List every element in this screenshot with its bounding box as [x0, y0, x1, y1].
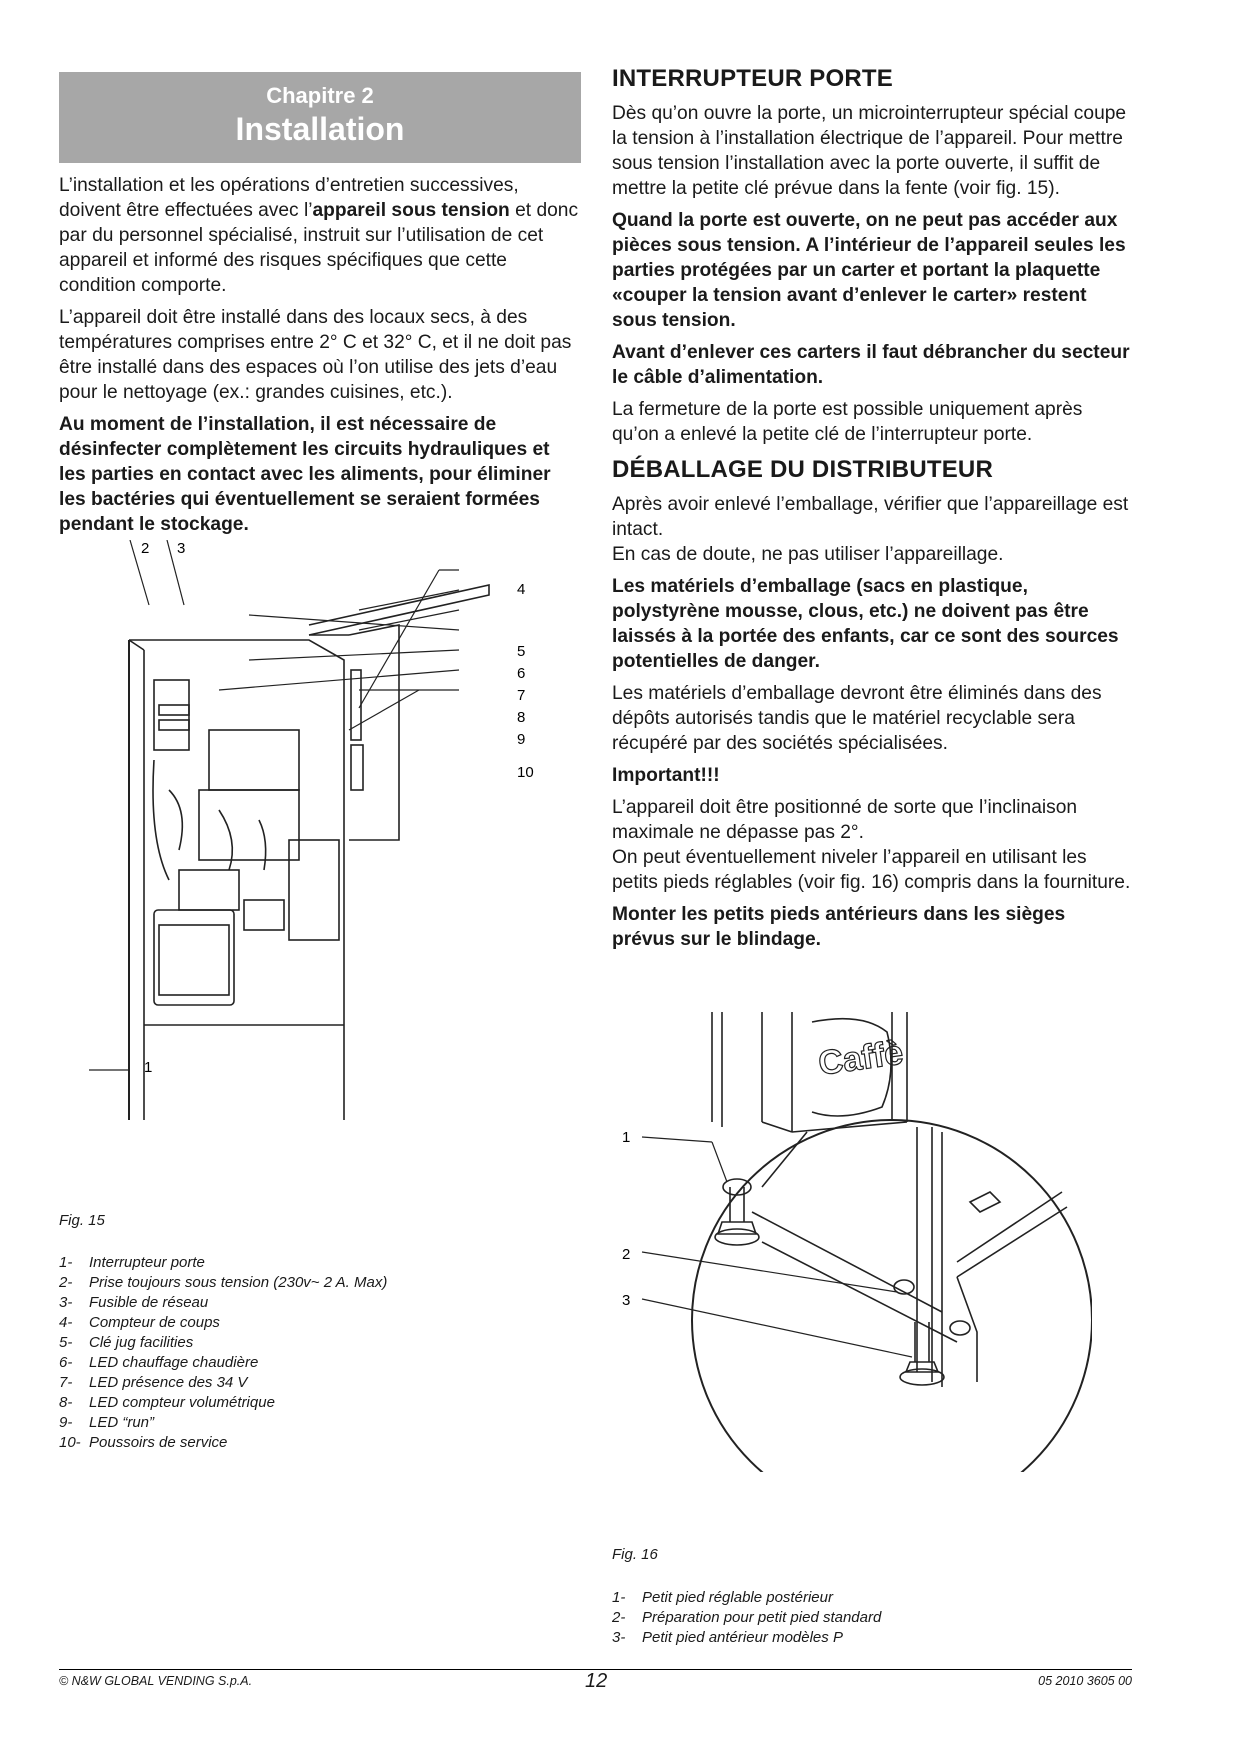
fig15-legend [59, 1253, 387, 1453]
section-heading-deballage: DÉBALLAGE DU DISTRIBUTEUR [612, 456, 993, 483]
door-warning-paragraph: Quand la porte est ouverte, on ne peut pas accéder aux pièces sous tension. A l’intérieur de l’appareil seules les parties protégées par un carter et portant la plaquette «couper la tension avant d’enlever le carter» restent sous tension. [612, 210, 1126, 331]
fig15-callout-5: 5 [517, 643, 526, 660]
disinfect-paragraph: Au moment de l’installation, il est nécessaire de désinfecter complètement les circuits hydrauliques et les parties en contact avec les aliments, pour éliminer les bactéries qui éventuellement se seraient formées pendant le stockage. [59, 414, 551, 535]
legend-item: 10- Poussoirs de service [59, 1434, 228, 1451]
legend-item: 3- Fusible de réseau [59, 1294, 209, 1311]
fig15-caption: Fig. 15 [59, 1212, 105, 1229]
right-column [612, 64, 1132, 959]
fig16-caption: Fig. 16 [612, 1546, 658, 1563]
fig15-callout-2: 2 [141, 540, 150, 557]
legend-item: 9- LED “run” [59, 1414, 155, 1431]
chapter-banner [59, 72, 581, 163]
disposal-paragraph: Les matériels d’emballage devront être éliminés dans des dépôts autorisés tandis que le matériel recyclable sera récupéré par des sociétés spécialisées. [612, 683, 1102, 754]
fig16-callout-3: 3 [622, 1292, 631, 1309]
fig15-drawing [59, 540, 559, 1120]
intro-text-bold: appareil sous tension [312, 200, 510, 221]
location-paragraph: L’appareil doit être installé dans des locaux secs, à des températures comprises entre 2° C et 32° C, et il ne doit pas être installé dans des espaces où l’on utilise des jets d’eau pour le nettoyage (ex.: grandes cuisines, etc.). [59, 307, 572, 403]
left-column [59, 173, 581, 544]
chapter-title: Installation [235, 111, 405, 147]
doubt-paragraph: En cas de doute, ne pas utiliser l’appareillage. [612, 544, 1004, 565]
fig16-legend [612, 1588, 881, 1648]
legend-item: 3- Petit pied antérieur modèles P [612, 1629, 843, 1646]
packaging-warning-paragraph: Les matériels d’emballage (sacs en plastique, polystyrène mousse, clous, etc.) ne doivent pas être laissés à la portée des enfants, car ce sont des sources potentielles de danger. [612, 576, 1119, 672]
legend-item: 8- LED compteur volumétrique [59, 1394, 275, 1411]
legend-item: 1- Interrupteur porte [59, 1254, 205, 1271]
footer-copyright: © N&W GLOBAL VENDING S.p.A. [59, 1674, 253, 1688]
fig16-callout-1: 1 [622, 1129, 631, 1146]
inclination-paragraph: L’appareil doit être positionné de sorte que l’inclinaison maximale ne dépasse pas 2°. [612, 797, 1078, 843]
fig15-callout-9: 9 [517, 731, 526, 748]
intro-paragraph [59, 173, 581, 298]
level-paragraph: On peut éventuellement niveler l’appareil en utilisant les petits pieds réglables (voir fig. 16) compris dans la fourniture. [612, 847, 1131, 893]
fig15-callout-3: 3 [177, 540, 186, 557]
legend-item: 7- LED présence des 34 V [59, 1374, 248, 1391]
unpack-paragraph: Après avoir enlevé l’emballage, vérifier que l’appareillage est intact. [612, 494, 1129, 540]
fig16-drawing [612, 1012, 1092, 1472]
fig15-callout-1: 1 [144, 1059, 153, 1076]
door-paragraph: Dès qu’on ouvre la porte, un microinterrupteur spécial coupe la tension à l’installation électrique de l’appareil. Pour mettre sous tension l’installation avec la porte ouverte, il suffit de mettre la petite clé prévue dans la fente (voir fig. 15). [612, 103, 1127, 199]
legend-item: 6- LED chauffage chaudière [59, 1354, 259, 1371]
fig15-callout-7: 7 [517, 687, 526, 704]
fig16-callout-2: 2 [622, 1246, 631, 1263]
legend-item: 5- Clé jug facilities [59, 1334, 194, 1351]
legend-item: 4- Compteur de coups [59, 1314, 220, 1331]
door-close-paragraph: La fermeture de la porte est possible uniquement après qu’on a enlevé la petite clé de l’interrupteur porte. [612, 399, 1083, 445]
mount-feet-paragraph: Monter les petits pieds antérieurs dans les sièges prévus sur le blindage. [612, 904, 1066, 950]
important-label: Important!!! [612, 765, 720, 786]
legend-item: 2- Prise toujours sous tension (230v~ 2 A. Max) [59, 1274, 388, 1291]
chapter-label: Chapitre 2 [266, 83, 374, 108]
footer-doc-code: 05 2010 3605 00 [1038, 1674, 1132, 1688]
fig15-callout-4: 4 [517, 581, 526, 598]
carter-paragraph: Avant d’enlever ces carters il faut débrancher du secteur le câble d’alimentation. [612, 342, 1130, 388]
intro-text-a: L’installation et les opérations d’entretien successives, doivent être effectuées avec l’ [59, 175, 519, 221]
intro-text-c: et donc par du personnel spécialisé, instruit sur l’utilisation de cet appareil et informé des risques spécifiques que cette condition comporte. [59, 200, 579, 296]
fig15-callout-6: 6 [517, 665, 526, 682]
fig15-callout-8: 8 [517, 709, 526, 726]
legend-item: 1- Petit pied réglable postérieur [612, 1589, 833, 1606]
section-heading-interrupteur: INTERRUPTEUR PORTE [612, 65, 893, 92]
legend-item: 2- Préparation pour petit pied standard [612, 1609, 882, 1626]
page-number: 12 [585, 1670, 608, 1692]
fig15-callout-10: 10 [517, 764, 534, 781]
caffe-logo: Caffè [816, 1033, 906, 1083]
